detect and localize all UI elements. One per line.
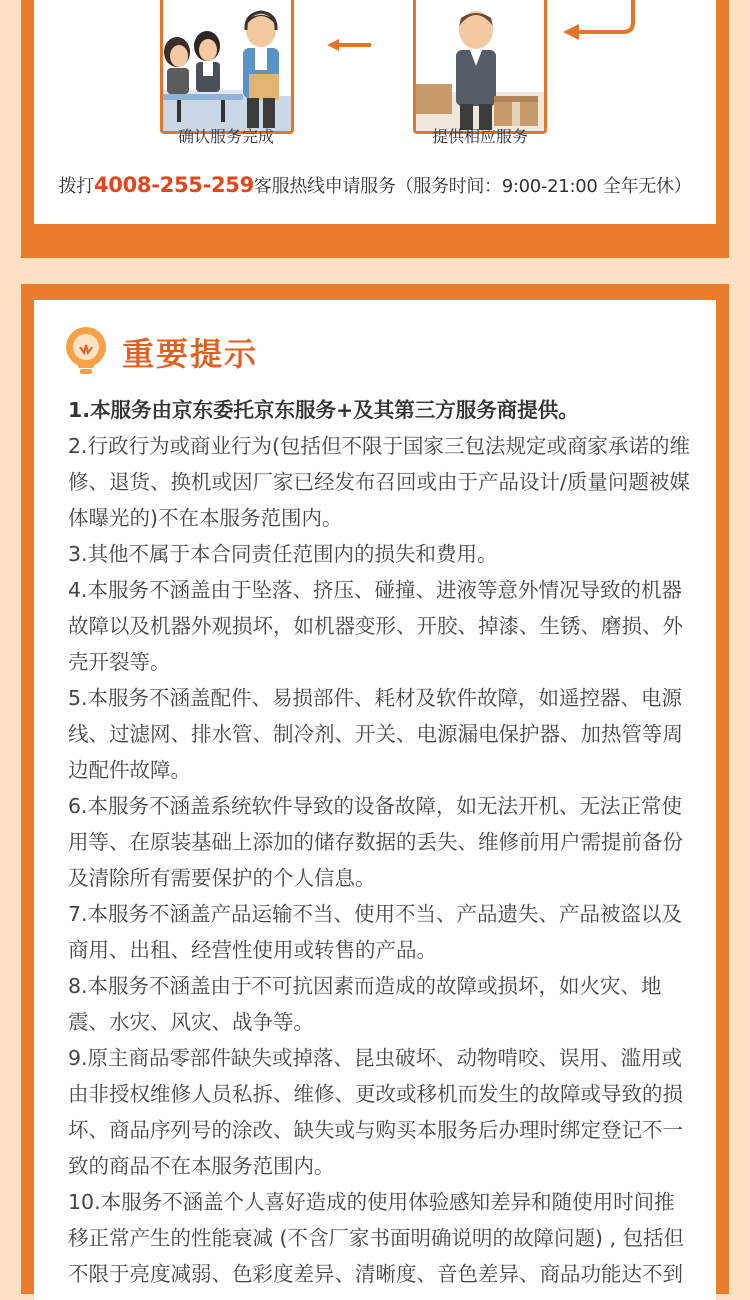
step-label-confirm: 确认服务完成 xyxy=(177,127,274,146)
notice-list xyxy=(68,392,693,1292)
process-card-body xyxy=(34,0,716,224)
notice-card-body xyxy=(34,300,716,1300)
step-label-provide: 提供相应服务 xyxy=(431,127,528,146)
confirm-service-illustration xyxy=(160,0,294,134)
notice-item: 9.原主商品零部件缺失或掉落、昆虫破坏、动物啃咬、误用、滥用或由非授权维修人员私拆、维修、更改或移机而发生的故障或导致的损坏、商品序列号的涂改、缺失或与购买本服务后办理时绑定登记不一致的商品不在本服务范围内。 xyxy=(68,1046,683,1178)
notice-item: 2.行政行为或商业行为(包括但不限于国家三包法规定或商家承诺的维修、退货、换机或因厂家已经发布召回或由于产品设计/质量问题被媒体曝光的)不在本服务范围内。 xyxy=(68,434,691,530)
notice-title: 重要提示 xyxy=(122,335,259,373)
notice-item: 5.本服务不涵盖配件、易损部件、耗材及软件故障，如遥控器、电源线、过滤网、排水管、制冷剂、开关、电源漏电保护器、加热管等周边配件故障。 xyxy=(68,686,683,782)
hotline-prefix: 拨打 xyxy=(58,176,94,197)
arrow-left-icon xyxy=(327,38,371,52)
hotline-phone[interactable]: 4008-255-259 xyxy=(93,173,254,197)
notice-item: 8.本服务不涵盖由于不可抗因素而造成的故障或损坏，如火灾、地震、水灾、风灾、战争等。 xyxy=(68,974,662,1034)
notice-item: 1.本服务由京东委托京东服务+及其第三方服务商提供。 xyxy=(68,398,579,422)
notice-item: 10.本服务不涵盖个人喜好造成的使用体验感知差异和随使用时间推移正常产生的性能衰减 (不含厂家书面明确说明的故障问题) , 包括但不限于亮度减弱、色彩度差异、清晰度、音色差异、商品功能达不到 xyxy=(68,1190,685,1286)
provide-service-illustration xyxy=(413,0,547,134)
notice-header xyxy=(64,326,258,378)
curved-arrow-icon xyxy=(559,0,649,52)
notice-item: 6.本服务不涵盖系统软件导致的设备故障，如无法开机、无法正常使用等、在原装基础上添加的储存数据的丢失、维修前用户需提前备份及清除所有需要保护的个人信息。 xyxy=(68,794,683,890)
hotline-text xyxy=(34,172,716,198)
notice-item: 4.本服务不涵盖由于坠落、挤压、碰撞、进液等意外情况导致的机器故障以及机器外观损坏，如机器变形、开胶、掉漆、生锈、磨损、外壳开裂等。 xyxy=(68,578,683,674)
notice-item: 7.本服务不涵盖产品运输不当、使用不当、产品遗失、产品被盗以及商用、出租、经营性使用或转售的产品。 xyxy=(68,902,683,962)
hotline-suffix: 客服热线申请服务（服务时间：9:00-21:00 全年无休） xyxy=(253,176,692,197)
notice-item: 3.其他不属于本合同责任范围内的损失和费用。 xyxy=(68,542,498,566)
notice-card xyxy=(21,284,729,1294)
lightbulb-icon xyxy=(64,327,108,377)
process-card xyxy=(21,0,729,258)
